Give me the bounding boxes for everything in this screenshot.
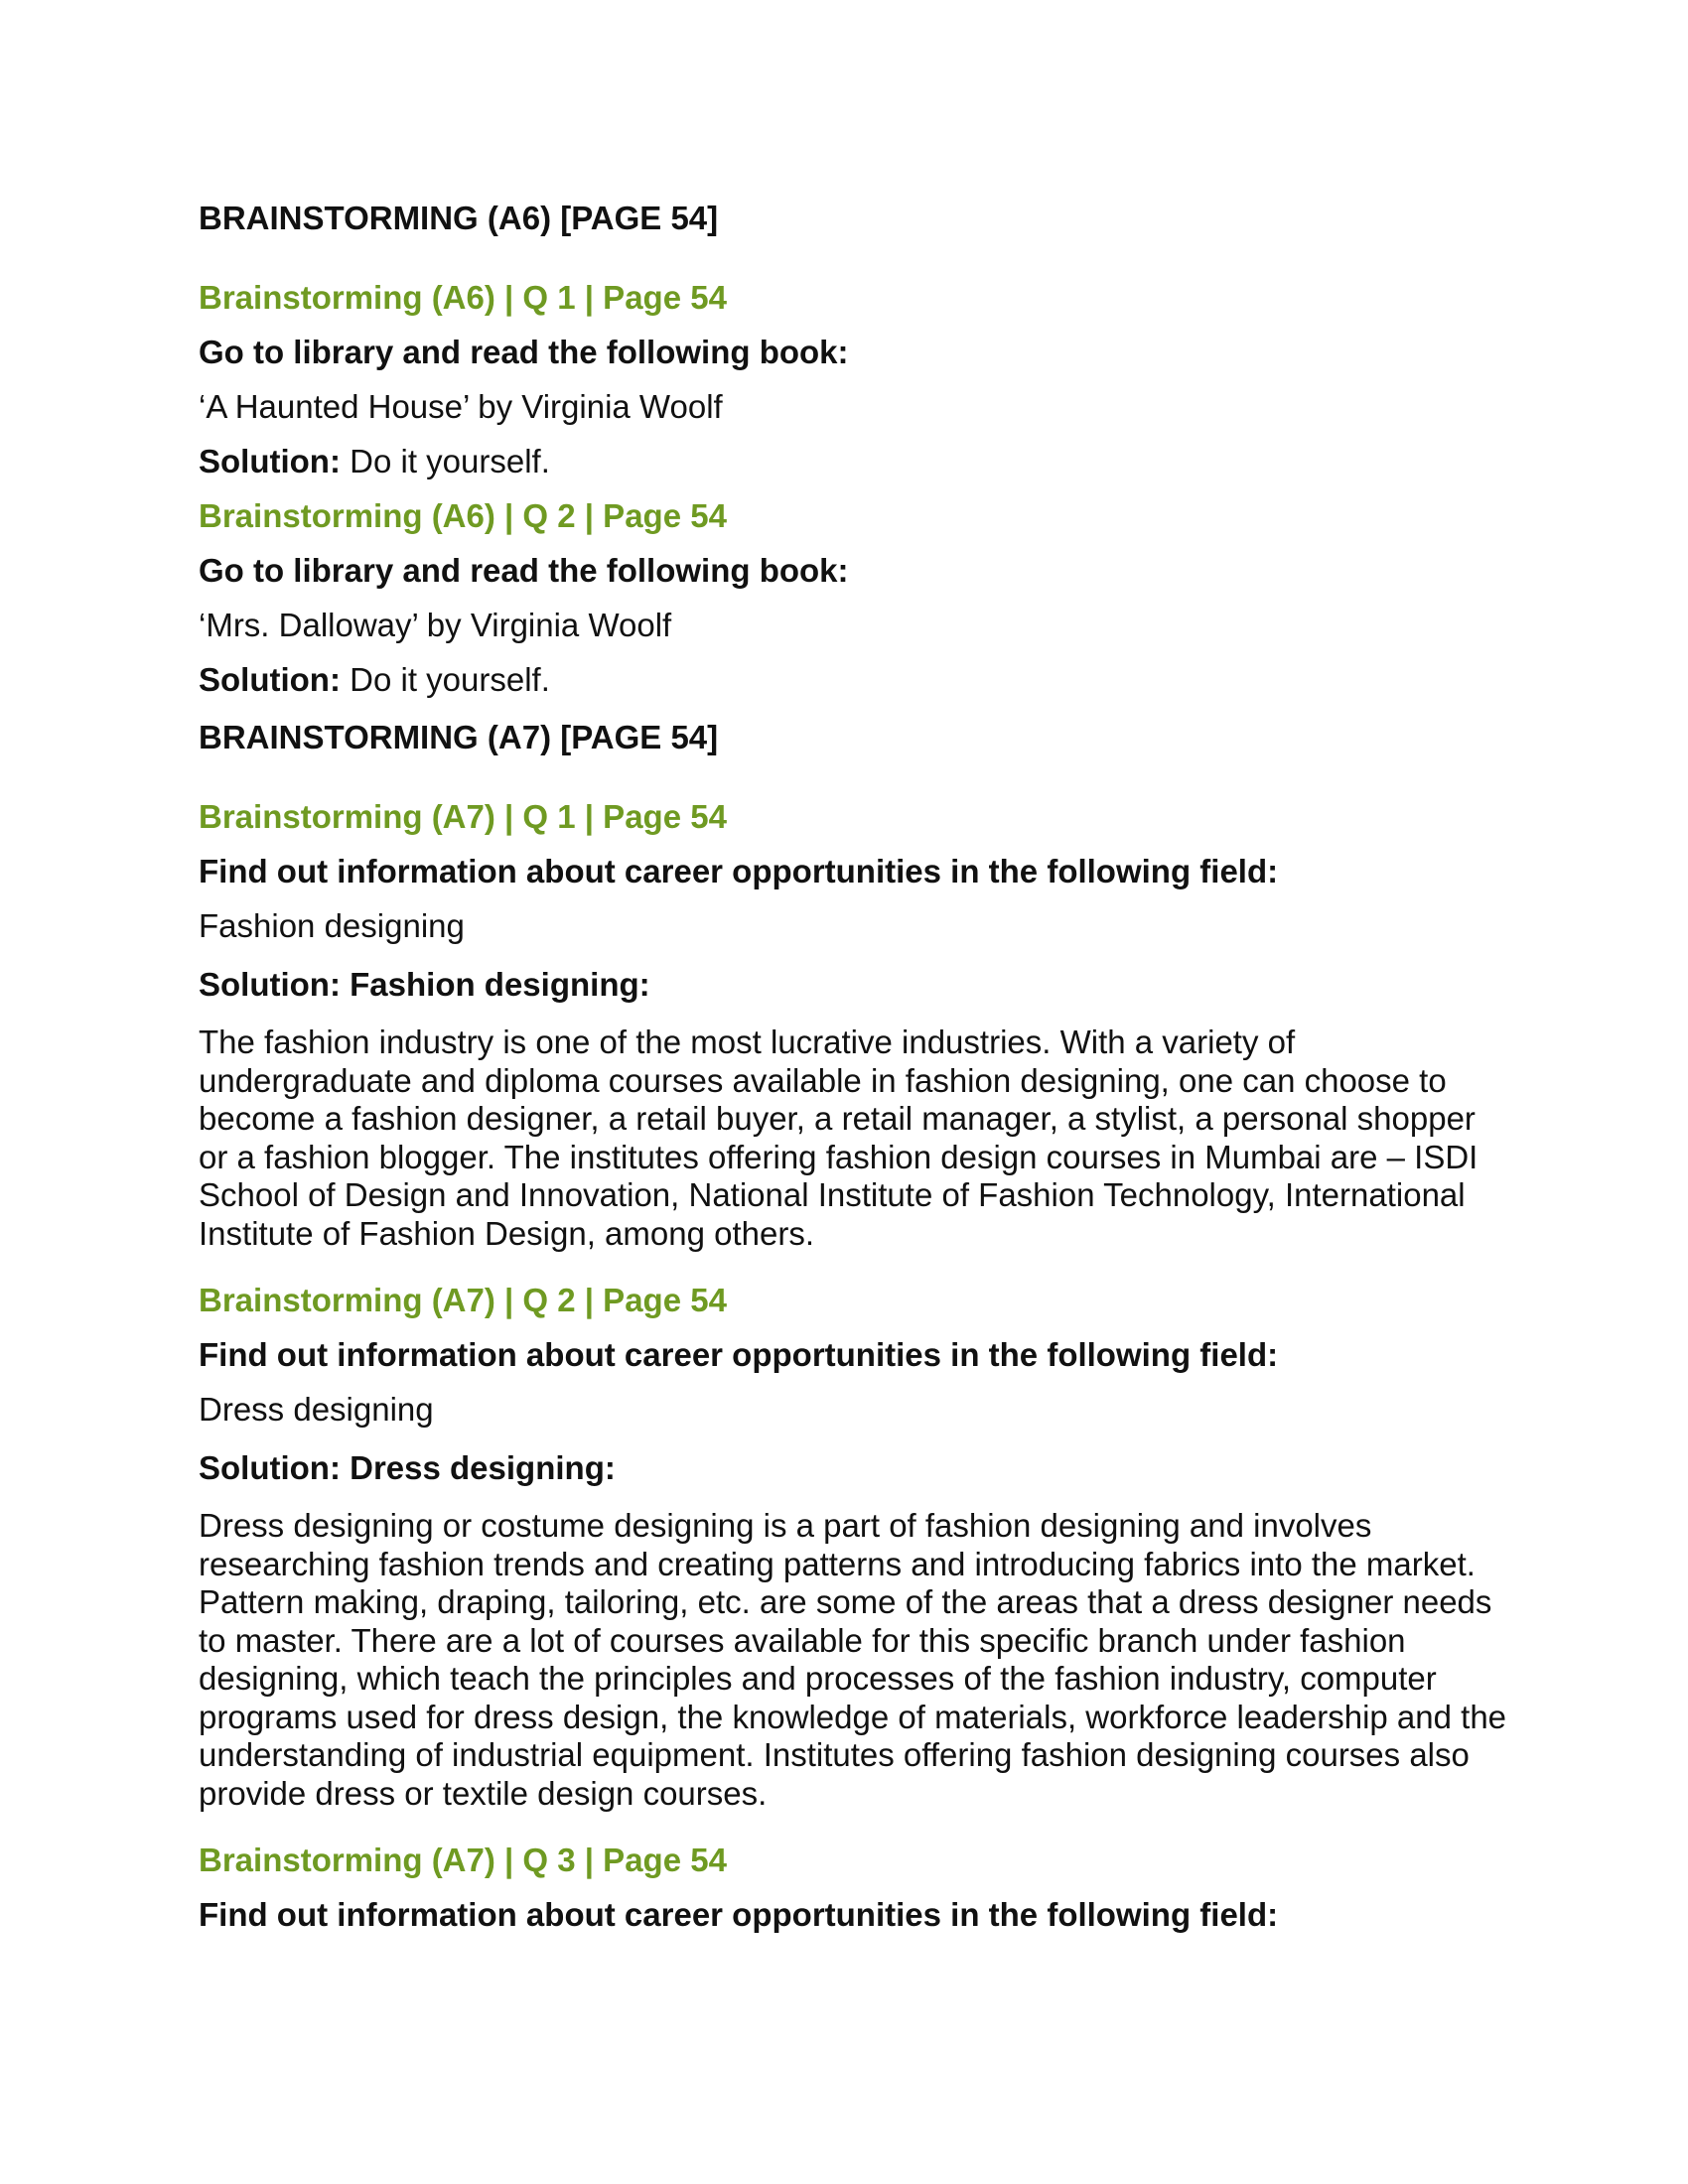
question-heading-a7-q2: Brainstorming (A7) | Q 2 | Page 54: [199, 1282, 727, 1318]
solution-body-a7-q2: Dress designing or costume designing is a part of fashion designing and involves researching fashion trends and creating patterns and introducing fabrics into the market. Pattern making, draping, tailoring, etc. are some of the areas that a dress designer needs to master. There are a lot of courses available for this specific branch under fashion designing, which teach the principles and processes of the fashion industry, computer programs used for dress design, the knowledge of materials, workforce leadership and the understanding of industrial equipment. Institutes offering fashion designing courses also provide dress or textile design courses.: [199, 1507, 1507, 1812]
question-prompt-a7-q2: Find out information about career opportunities in the following field:: [199, 1336, 1279, 1373]
question-heading-a7-q3: Brainstorming (A7) | Q 3 | Page 54: [199, 1842, 727, 1878]
solution-heading-a7-q1: Solution: Fashion designing:: [199, 966, 650, 1003]
document-page: [199, 197, 1509, 1937]
solution-body-a7-q1: The fashion industry is one of the most lucrative industries. With a variety of undergraduate and diploma courses available in fashion designing, one can choose to become a fashion designer, a retail buyer, a retail manager, a stylist, a personal shopper or a fashion blogger. The institutes offering fashion design courses in Mumbai are – ISDI School of Design and Innovation, National Institute of Fashion Technology, International Institute of Fashion Design, among others.: [199, 1024, 1478, 1252]
question-heading-a6-q2: Brainstorming (A6) | Q 2 | Page 54: [199, 497, 727, 534]
solution-label: Solution:: [199, 443, 341, 479]
question-item-a7-q2: Dress designing: [199, 1391, 434, 1428]
solution-a6-q1: [199, 440, 1509, 483]
question-prompt-a7-q3: Find out information about career opportunities in the following field:: [199, 1896, 1279, 1933]
question-heading-a7-q1: Brainstorming (A7) | Q 1 | Page 54: [199, 798, 727, 835]
solution-text: Do it yourself.: [340, 443, 550, 479]
question-prompt-a7-q1: Find out information about career opportunities in the following field:: [199, 853, 1279, 889]
question-item-a6-q2: ‘Mrs. Dalloway’ by Virginia Woolf: [199, 607, 672, 643]
solution-text: Do it yourself.: [340, 661, 550, 698]
solution-heading-a7-q2: Solution: Dress designing:: [199, 1449, 616, 1486]
question-item-a6-q1: ‘A Haunted House’ by Virginia Woolf: [199, 388, 723, 425]
section-heading-a7: BRAINSTORMING (A7) [PAGE 54]: [199, 719, 719, 755]
question-prompt-a6-q1: Go to library and read the following book:: [199, 334, 849, 370]
question-heading-a6-q1: Brainstorming (A6) | Q 1 | Page 54: [199, 279, 727, 316]
solution-a6-q2: [199, 658, 1509, 702]
question-prompt-a6-q2: Go to library and read the following book:: [199, 552, 849, 589]
section-heading-a6: BRAINSTORMING (A6) [PAGE 54]: [199, 200, 719, 236]
solution-label: Solution:: [199, 661, 341, 698]
question-item-a7-q1: Fashion designing: [199, 907, 465, 944]
